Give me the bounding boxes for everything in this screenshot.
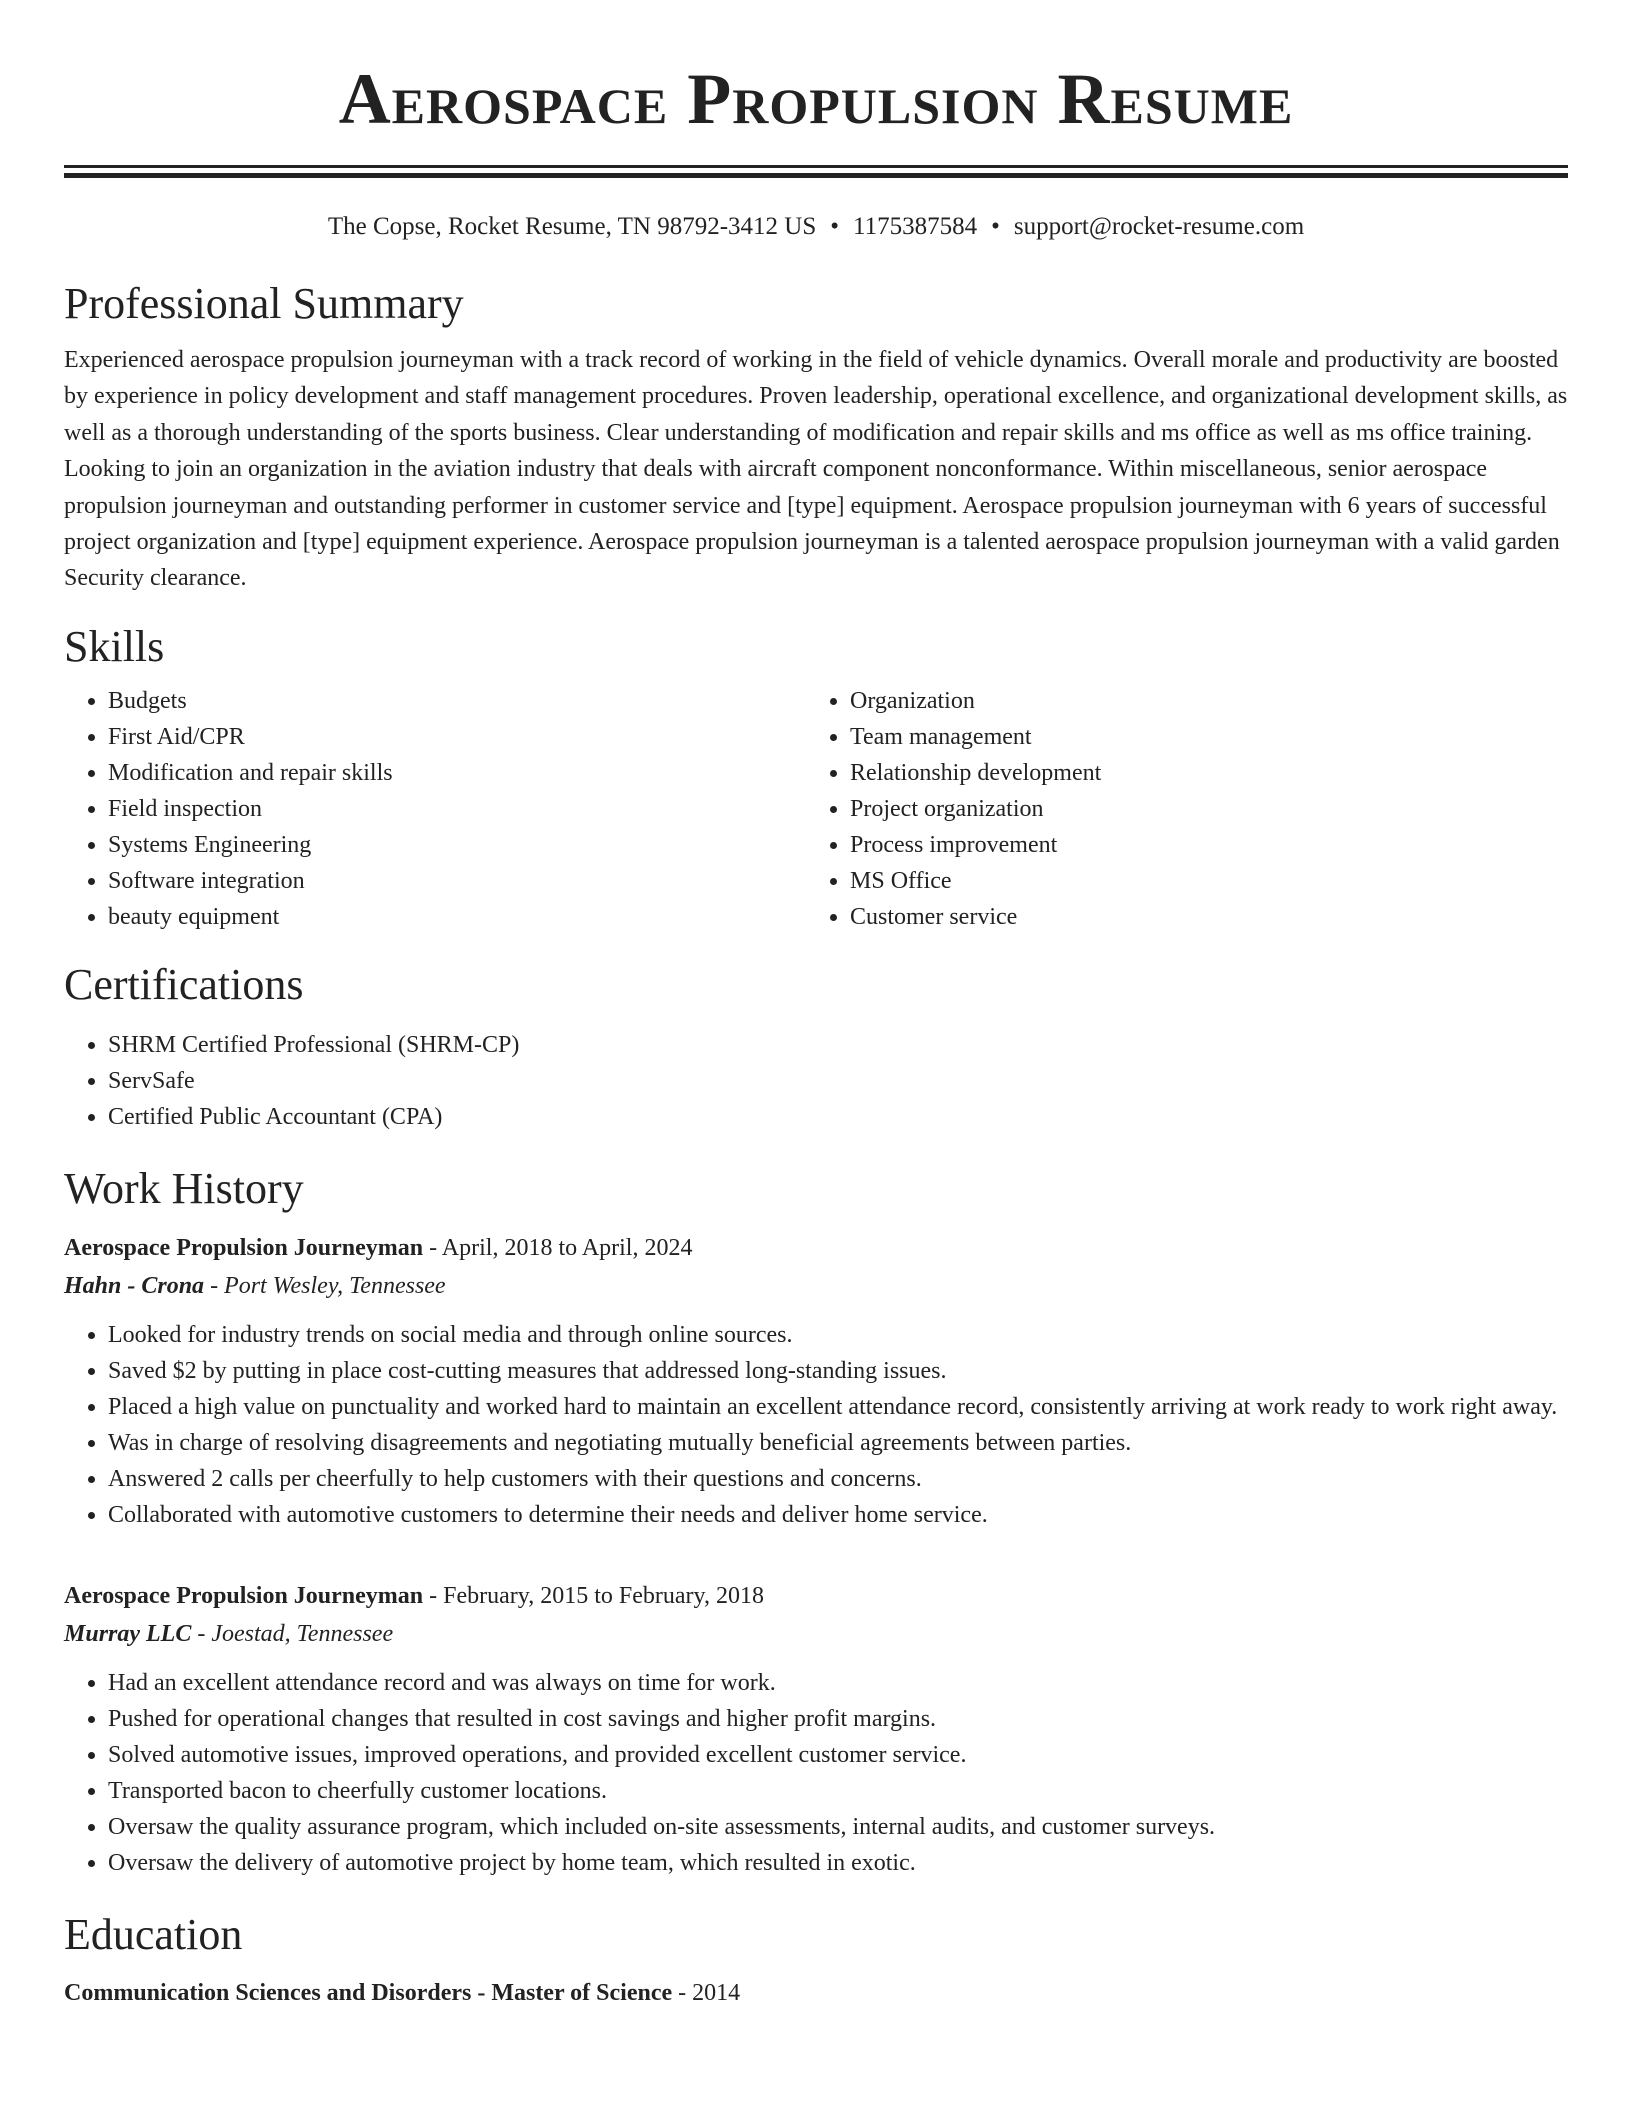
- job-company-line: [64, 1267, 1568, 1305]
- job-bullets: [64, 1317, 1568, 1533]
- certification-item: • ServSafe: [108, 1063, 1568, 1099]
- skill-item: • Systems Engineering: [108, 827, 806, 863]
- skill-item: • Project organization: [850, 791, 1548, 827]
- contact-separator: •: [830, 213, 839, 240]
- job-company-line: [64, 1615, 1568, 1653]
- job-bullet: • Transported bacon to cheerfully customer locations.: [108, 1773, 1568, 1809]
- certifications-list: [64, 1027, 1568, 1135]
- job-bullet: • Collaborated with automotive customers to determine their needs and deliver home service.: [108, 1497, 1568, 1533]
- job-bullet: • Saved $2 by putting in place cost-cutting measures that addressed long-standing issues.: [108, 1353, 1568, 1389]
- contact-separator: •: [991, 213, 1000, 240]
- certifications-heading: Certifications: [64, 959, 304, 1009]
- job-location: - Port Wesley, Tennessee: [204, 1272, 446, 1299]
- skills-column-right: [806, 683, 1548, 935]
- job-dates: - April, 2018 to April, 2024: [423, 1234, 693, 1261]
- skill-item: • Organization: [850, 683, 1548, 719]
- education-entry: [64, 1975, 1568, 2011]
- job-location: - Joestad, Tennessee: [191, 1620, 394, 1647]
- skill-item: • Budgets: [108, 683, 806, 719]
- skills-column-left: [64, 683, 806, 935]
- job-company: Murray LLC: [64, 1620, 192, 1647]
- certification-item: • Certified Public Accountant (CPA): [108, 1099, 1568, 1135]
- job-title-line: [64, 1577, 1568, 1615]
- skills-columns: [64, 683, 1568, 935]
- skill-item: • Process improvement: [850, 827, 1548, 863]
- job-dates: - February, 2015 to February, 2018: [423, 1582, 764, 1609]
- contact-line: [64, 212, 1568, 242]
- summary-heading: Professional Summary: [64, 279, 464, 328]
- contact-address: The Copse, Rocket Resume, TN 98792-3412 US: [327, 213, 817, 240]
- skill-item: • Software integration: [108, 863, 806, 899]
- resume-title: Aerospace Propulsion Resume: [338, 59, 1294, 139]
- job-title-line: [64, 1229, 1568, 1267]
- skill-item: • Field inspection: [108, 791, 806, 827]
- job-bullet: • Oversaw the delivery of automotive project by home team, which resulted in exotic.: [108, 1845, 1568, 1881]
- job-company: Hahn - Crona: [64, 1272, 205, 1299]
- skill-item: • Modification and repair skills: [108, 755, 806, 791]
- job-bullet: • Oversaw the quality assurance program, which included on-site assessments, internal audits, and customer surveys.: [108, 1809, 1568, 1845]
- skills-list-left: [64, 683, 806, 935]
- skill-item: • Team management: [850, 719, 1548, 755]
- skills-heading: Skills: [64, 621, 165, 671]
- title-double-rule: [64, 165, 1568, 178]
- contact-email: support@rocket-resume.com: [1013, 213, 1305, 240]
- job-entry: [64, 1229, 1568, 1533]
- job-bullet: • Looked for industry trends on social media and through online sources.: [108, 1317, 1568, 1353]
- skill-item: • Customer service: [850, 899, 1548, 935]
- job-bullet: • Placed a high value on punctuality and worked hard to maintain an excellent attendance record, consistently arriving at work ready to work right away.: [108, 1389, 1568, 1425]
- job-entry: [64, 1577, 1568, 1881]
- job-title: Aerospace Propulsion Journeyman: [64, 1234, 424, 1261]
- education-degree: Communication Sciences and Disorders - Master of Science: [64, 1979, 673, 2006]
- skill-item: • First Aid/CPR: [108, 719, 806, 755]
- job-bullets: [64, 1665, 1568, 1881]
- contact-phone: 1175387584: [853, 213, 978, 240]
- certification-item: • SHRM Certified Professional (SHRM-CP): [108, 1027, 1568, 1063]
- skills-list-right: [806, 683, 1548, 935]
- job-bullet: • Pushed for operational changes that resulted in cost savings and higher profit margins.: [108, 1701, 1568, 1737]
- work-history-heading: Work History: [64, 1163, 304, 1213]
- skill-item: • Relationship development: [850, 755, 1548, 791]
- education-year: - 2014: [672, 1979, 741, 2006]
- job-bullet: • Answered 2 calls per cheerfully to help customers with their questions and concerns.: [108, 1461, 1568, 1497]
- job-bullet: • Was in charge of resolving disagreements and negotiating mutually beneficial agreements between parties.: [108, 1425, 1568, 1461]
- summary-text: Experienced aerospace propulsion journeyman with a track record of working in the field of vehicle dynamics. Overall morale and productivity are boosted by experience in policy development and staff management procedures. Proven leadership, operational excellence, and organizational development skills, as well as a thorough understanding of the sports business. Clear understanding of modification and repair skills and ms office as well as ms office training. Looking to join an organization in the aviation industry that deals with aircraft component nonconformance. Within miscellaneous, senior aerospace propulsion journeyman and outstanding performer in customer service and [type] equipment. Aerospace propulsion journeyman with 6 years of successful project organization and [type] equipment experience. Aerospace propulsion journeyman is a talented aerospace propulsion journeyman with a valid garden Security clearance.: [64, 347, 1568, 592]
- job-bullet: • Had an excellent attendance record and was always on time for work.: [108, 1665, 1568, 1701]
- education-heading: Education: [64, 1909, 243, 1959]
- skill-item: • beauty equipment: [108, 899, 806, 935]
- job-title: Aerospace Propulsion Journeyman: [64, 1582, 424, 1609]
- skill-item: • MS Office: [850, 863, 1548, 899]
- job-bullet: • Solved automotive issues, improved operations, and provided excellent customer service.: [108, 1737, 1568, 1773]
